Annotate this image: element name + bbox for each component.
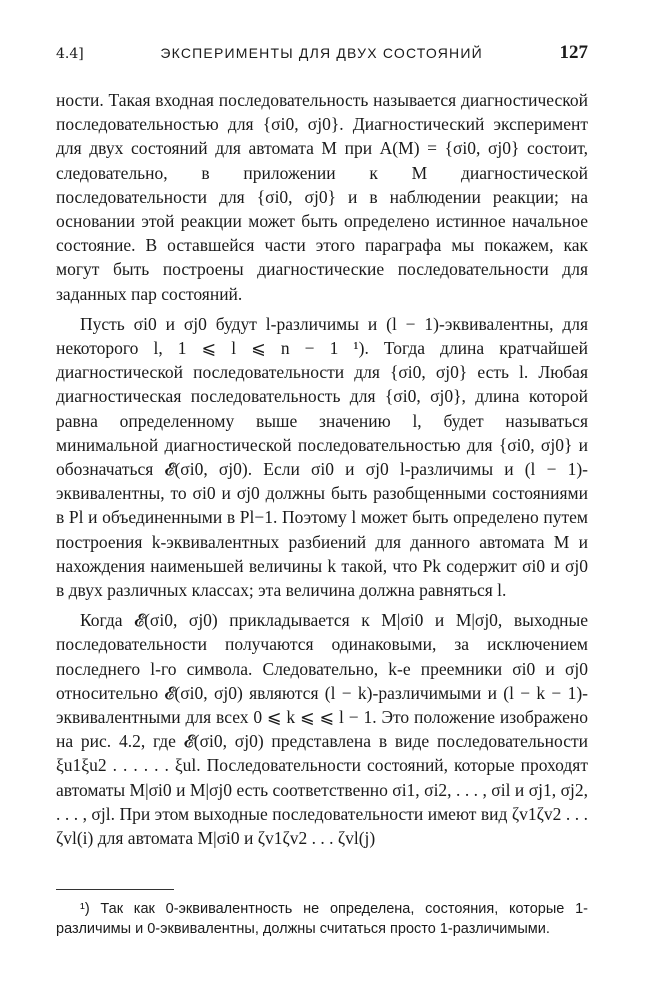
- section-number: 4.4]: [56, 46, 84, 62]
- footnote-separator: [56, 889, 174, 890]
- running-title: ЭКСПЕРИМЕНТЫ ДЛЯ ДВУХ СОСТОЯНИЙ: [160, 45, 483, 61]
- paragraph-3: Когда 𝓔(σi0, σj0) прикладывается к M|σi0 и M|σj0, выходные последовательности получаются одинаковыми, за исключением последнего l-го символа. Следовательно, k-е преемники σi0 и σj0 относительно 𝓔(σi0, σj0) являются (l − k)-различимыми и (l − k − 1)-эквивалентными для всех 0 ⩽ k ⩽ ⩽ l − 1. Это положение изображено на рис. 4.2, где 𝓔(σi0, σj0) представлена в виде последовательности ξu1ξu2 . . . . . . ξul. Последовательности состояний, которые проходят автоматы M|σi0 и M|σj0 есть соответственно σi1, σi2, . . . , σil и σj1, σj2, . . . , σjl. При этом выходные последовательности имеют вид ζv1ζv2 . . . ζvl(i) для автомата M|σi0 и ζv1ζv2 . . . ζvl(j): [56, 610, 588, 849]
- running-header: [56, 42, 588, 72]
- page-number: 127: [559, 42, 588, 63]
- footnote: ¹) Так как 0-эквивалентность не определена, состояния, которые 1-различимы и 0-эквивалентны, должны считаться просто 1-различимыми.: [56, 901, 588, 937]
- paragraph-1: ности. Такая входная последовательность называется диагностической последовательностью для {σi0, σj0}. Диагностический эксперимент для двух состояний для автомата M при A(M) = {σi0, σj0} состоит, следовательно, в приложении к M диагностической последовательности для {σi0, σj0} и в наблюдении реакции; на основании этой реакции может быть определено истинное начальное состояние. В оставшейся части этого параграфа мы покажем, как могут быть построены диагностические последовательности для заданных пар состояний.: [56, 90, 588, 304]
- paragraph-2: Пусть σi0 и σj0 будут l-различимы и (l − 1)-эквивалентны, для некоторого l, 1 ⩽ l ⩽ n − 1 ¹). Тогда длина кратчайшей диагностической последовательности для {σi0, σj0} есть l. Любая диагностическая последовательность для {σi0, σj0}, длина которой равна определенному выше значению l, будет называться минимальной диагностической последовательностью для {σi0, σj0} и обозначаться 𝓔(σi0, σj0). Если σi0 и σj0 l-различимы и (l − 1)-эквивалентны, то σi0 и σj0 должны быть разобщенными состояниями в Pl и объединенными в Pl−1. Поэтому l может быть определено путем построения k-эквивалентных разбиений для данного автомата M и нахождения наименьшей величины k такой, что Pk содержит σi0 и σj0 в двух различных классах; эта величина должна равняться l.: [56, 313, 588, 601]
- main-text: [56, 88, 588, 850]
